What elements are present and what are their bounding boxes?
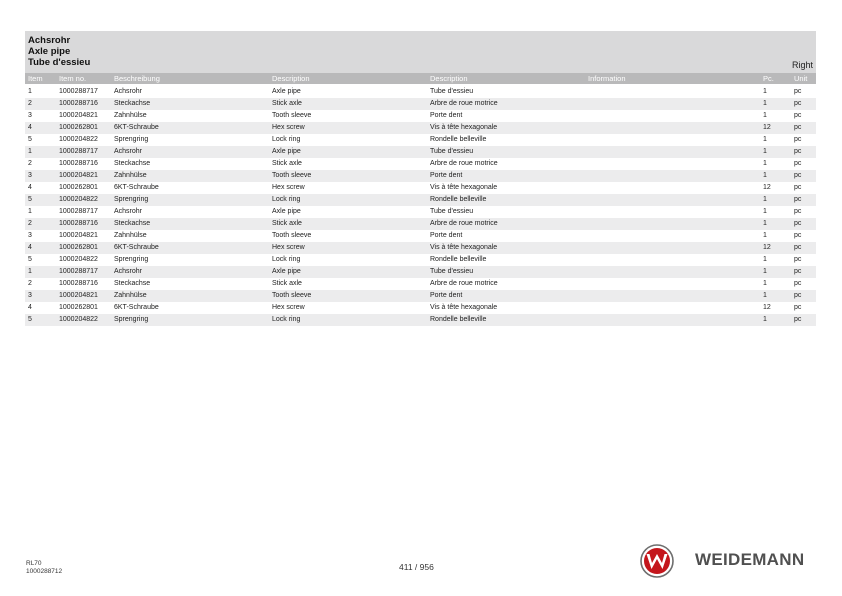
cell-unit: pc: [794, 256, 802, 263]
cell-item-no: 1000204822: [59, 136, 98, 143]
cell-description-en: Hex screw: [272, 184, 305, 191]
cell-pc: 1: [763, 112, 767, 119]
cell-description-en: Tooth sleeve: [272, 112, 312, 119]
cell-description-en: Hex screw: [272, 124, 305, 131]
side-label: Right: [791, 60, 813, 70]
cell-beschreibung: Sprengring: [114, 136, 149, 143]
cell-item: 4: [28, 124, 32, 131]
cell-beschreibung: Steckachse: [114, 280, 151, 287]
cell-unit: pc: [794, 184, 802, 191]
cell-unit: pc: [794, 280, 802, 287]
cell-description-fr: Vis à tête hexagonale: [430, 244, 498, 251]
col-description-en: Description: [272, 74, 310, 83]
table-row: [25, 86, 816, 98]
cell-pc: 1: [763, 208, 767, 215]
cell-description-en: Stick axle: [272, 220, 302, 227]
cell-item: 4: [28, 244, 32, 251]
cell-item: 4: [28, 304, 32, 311]
footer-doc-number: 1000288712: [26, 567, 63, 575]
cell-description-fr: Vis à tête hexagonale: [430, 184, 498, 191]
part-group-header: [25, 31, 816, 73]
cell-description-fr: Rondelle belleville: [430, 316, 487, 323]
cell-item: 5: [28, 316, 32, 323]
cell-description-en: Lock ring: [272, 256, 301, 263]
cell-beschreibung: Zahnhülse: [114, 232, 147, 239]
cell-description-en: Axle pipe: [272, 88, 301, 95]
cell-item-no: 1000288716: [59, 100, 98, 107]
cell-item-no: 1000204821: [59, 172, 98, 179]
cell-unit: pc: [794, 292, 802, 299]
cell-unit: pc: [794, 244, 802, 251]
cell-item: 1: [28, 88, 32, 95]
cell-description-fr: Porte dent: [430, 232, 463, 239]
cell-pc: 1: [763, 316, 767, 323]
title-french: Tube d'essieu: [28, 57, 91, 68]
table-column-header: [25, 73, 816, 84]
cell-description-en: Stick axle: [272, 100, 302, 107]
cell-item-no: 1000204821: [59, 292, 98, 299]
cell-unit: pc: [794, 208, 802, 215]
cell-beschreibung: Achsrohr: [114, 88, 143, 95]
table-row: [25, 278, 816, 290]
cell-item: 1: [28, 208, 32, 215]
cell-beschreibung: Zahnhülse: [114, 172, 147, 179]
cell-pc: 12: [763, 184, 771, 191]
cell-item: 2: [28, 280, 32, 287]
cell-pc: 1: [763, 220, 767, 227]
cell-unit: pc: [794, 232, 802, 239]
cell-description-fr: Rondelle belleville: [430, 136, 487, 143]
cell-description-en: Hex screw: [272, 244, 305, 251]
cell-pc: 1: [763, 160, 767, 167]
table-row: [25, 314, 816, 326]
cell-item: 5: [28, 196, 32, 203]
cell-description-en: Tooth sleeve: [272, 232, 312, 239]
cell-pc: 12: [763, 124, 771, 131]
cell-description-en: Hex screw: [272, 304, 305, 311]
cell-item-no: 1000204822: [59, 256, 98, 263]
cell-unit: pc: [794, 220, 802, 227]
cell-description-en: Stick axle: [272, 280, 302, 287]
cell-item-no: 1000288716: [59, 220, 98, 227]
cell-item-no: 1000288717: [59, 208, 98, 215]
cell-beschreibung: 6KT-Schraube: [114, 244, 159, 251]
col-beschreibung: Beschreibung: [114, 74, 160, 83]
cell-unit: pc: [794, 112, 802, 119]
cell-beschreibung: 6KT-Schraube: [114, 184, 159, 191]
col-pc: Pc.: [763, 74, 774, 83]
cell-item: 5: [28, 136, 32, 143]
cell-beschreibung: Sprengring: [114, 256, 149, 263]
cell-item-no: 1000288716: [59, 280, 98, 287]
cell-item: 3: [28, 172, 32, 179]
cell-pc: 1: [763, 196, 767, 203]
cell-item: 2: [28, 100, 32, 107]
cell-beschreibung: 6KT-Schraube: [114, 124, 159, 131]
cell-pc: 1: [763, 280, 767, 287]
cell-beschreibung: Zahnhülse: [114, 112, 147, 119]
brand-logo-text: WEIDEMANN: [695, 550, 805, 569]
cell-item: 5: [28, 256, 32, 263]
cell-pc: 1: [763, 232, 767, 239]
cell-item-no: 1000262801: [59, 184, 98, 191]
col-item: Item: [28, 74, 43, 83]
cell-item: 3: [28, 112, 32, 119]
cell-description-fr: Porte dent: [430, 172, 463, 179]
cell-unit: pc: [794, 160, 802, 167]
col-unit: Unit: [794, 74, 808, 83]
cell-description-en: Lock ring: [272, 196, 301, 203]
cell-unit: pc: [794, 148, 802, 155]
table-row: [25, 98, 816, 110]
cell-item-no: 1000204822: [59, 316, 98, 323]
cell-item-no: 1000288717: [59, 148, 98, 155]
cell-description-fr: Tube d'essieu: [430, 148, 474, 155]
col-description-fr: Description: [430, 74, 468, 83]
cell-item: 2: [28, 160, 32, 167]
cell-item: 3: [28, 292, 32, 299]
cell-description-fr: Porte dent: [430, 292, 463, 299]
cell-description-fr: Tube d'essieu: [430, 208, 474, 215]
footer-doc-info: [26, 560, 62, 575]
footer-model: RL70: [26, 560, 42, 567]
cell-item-no: 1000262801: [59, 304, 98, 311]
cell-beschreibung: Achsrohr: [114, 148, 143, 155]
cell-item: 2: [28, 220, 32, 227]
cell-description-fr: Tube d'essieu: [430, 268, 474, 275]
cell-item-no: 1000288716: [59, 160, 98, 167]
cell-item: 1: [28, 268, 32, 275]
cell-description-en: Tooth sleeve: [272, 172, 312, 179]
cell-item-no: 1000204821: [59, 112, 98, 119]
table-row: [25, 146, 816, 158]
title-german: Achsrohr: [28, 35, 71, 46]
table-row: [25, 206, 816, 218]
cell-pc: 1: [763, 100, 767, 107]
cell-item-no: 1000204822: [59, 196, 98, 203]
cell-description-en: Tooth sleeve: [272, 292, 312, 299]
cell-beschreibung: Achsrohr: [114, 268, 143, 275]
cell-description-en: Lock ring: [272, 136, 301, 143]
cell-beschreibung: Sprengring: [114, 196, 149, 203]
cell-description-fr: Vis à tête hexagonale: [430, 124, 498, 131]
cell-pc: 12: [763, 304, 771, 311]
cell-pc: 1: [763, 256, 767, 263]
cell-item-no: 1000288717: [59, 88, 98, 95]
col-item-no: Item no.: [59, 74, 87, 83]
cell-description-fr: Rondelle belleville: [430, 196, 487, 203]
cell-description-en: Axle pipe: [272, 208, 301, 215]
cell-item-no: 1000262801: [59, 124, 98, 131]
cell-beschreibung: 6KT-Schraube: [114, 304, 159, 311]
cell-unit: pc: [794, 136, 802, 143]
cell-pc: 1: [763, 292, 767, 299]
table-row: [25, 302, 816, 314]
page-number: 411 / 956: [399, 562, 434, 572]
cell-unit: pc: [794, 304, 802, 311]
cell-unit: pc: [794, 124, 802, 131]
cell-pc: 12: [763, 244, 771, 251]
cell-unit: pc: [794, 88, 802, 95]
cell-item-no: 1000262801: [59, 244, 98, 251]
cell-item-no: 1000288717: [59, 268, 98, 275]
cell-beschreibung: Steckachse: [114, 220, 151, 227]
col-information: Information: [588, 74, 626, 83]
table-row: [25, 254, 816, 266]
cell-description-fr: Arbre de roue motrice: [430, 280, 498, 287]
cell-beschreibung: Steckachse: [114, 100, 151, 107]
title-english: Axle pipe: [28, 46, 71, 57]
cell-pc: 1: [763, 136, 767, 143]
cell-beschreibung: Achsrohr: [114, 208, 143, 215]
table-row: [25, 110, 816, 122]
table-row: [25, 218, 816, 230]
table-row: [25, 158, 816, 170]
cell-description-en: Lock ring: [272, 316, 301, 323]
cell-beschreibung: Zahnhülse: [114, 292, 147, 299]
cell-description-en: Stick axle: [272, 160, 302, 167]
table-row: [25, 194, 816, 206]
table-row: [25, 230, 816, 242]
cell-description-fr: Tube d'essieu: [430, 88, 474, 95]
table-row: [25, 122, 816, 134]
cell-item: 3: [28, 232, 32, 239]
table-row: [25, 170, 816, 182]
cell-unit: pc: [794, 268, 802, 275]
cell-description-fr: Arbre de roue motrice: [430, 160, 498, 167]
cell-description-en: Axle pipe: [272, 148, 301, 155]
cell-unit: pc: [794, 196, 802, 203]
table-row: [25, 182, 816, 194]
cell-pc: 1: [763, 172, 767, 179]
table-row: [25, 266, 816, 278]
cell-description-fr: Vis à tête hexagonale: [430, 304, 498, 311]
cell-pc: 1: [763, 268, 767, 275]
cell-beschreibung: Steckachse: [114, 160, 151, 167]
cell-item-no: 1000204821: [59, 232, 98, 239]
cell-pc: 1: [763, 88, 767, 95]
cell-description-fr: Arbre de roue motrice: [430, 100, 498, 107]
cell-unit: pc: [794, 316, 802, 323]
parts-table-body: [25, 86, 816, 326]
cell-unit: pc: [794, 172, 802, 179]
cell-description-fr: Arbre de roue motrice: [430, 220, 498, 227]
cell-beschreibung: Sprengring: [114, 316, 149, 323]
table-row: [25, 242, 816, 254]
table-row: [25, 134, 816, 146]
cell-description-fr: Porte dent: [430, 112, 463, 119]
table-row: [25, 290, 816, 302]
cell-item: 4: [28, 184, 32, 191]
cell-description-en: Axle pipe: [272, 268, 301, 275]
cell-item: 1: [28, 148, 32, 155]
weidemann-w-logo-icon: [640, 544, 674, 578]
cell-description-fr: Rondelle belleville: [430, 256, 487, 263]
cell-unit: pc: [794, 100, 802, 107]
cell-pc: 1: [763, 148, 767, 155]
